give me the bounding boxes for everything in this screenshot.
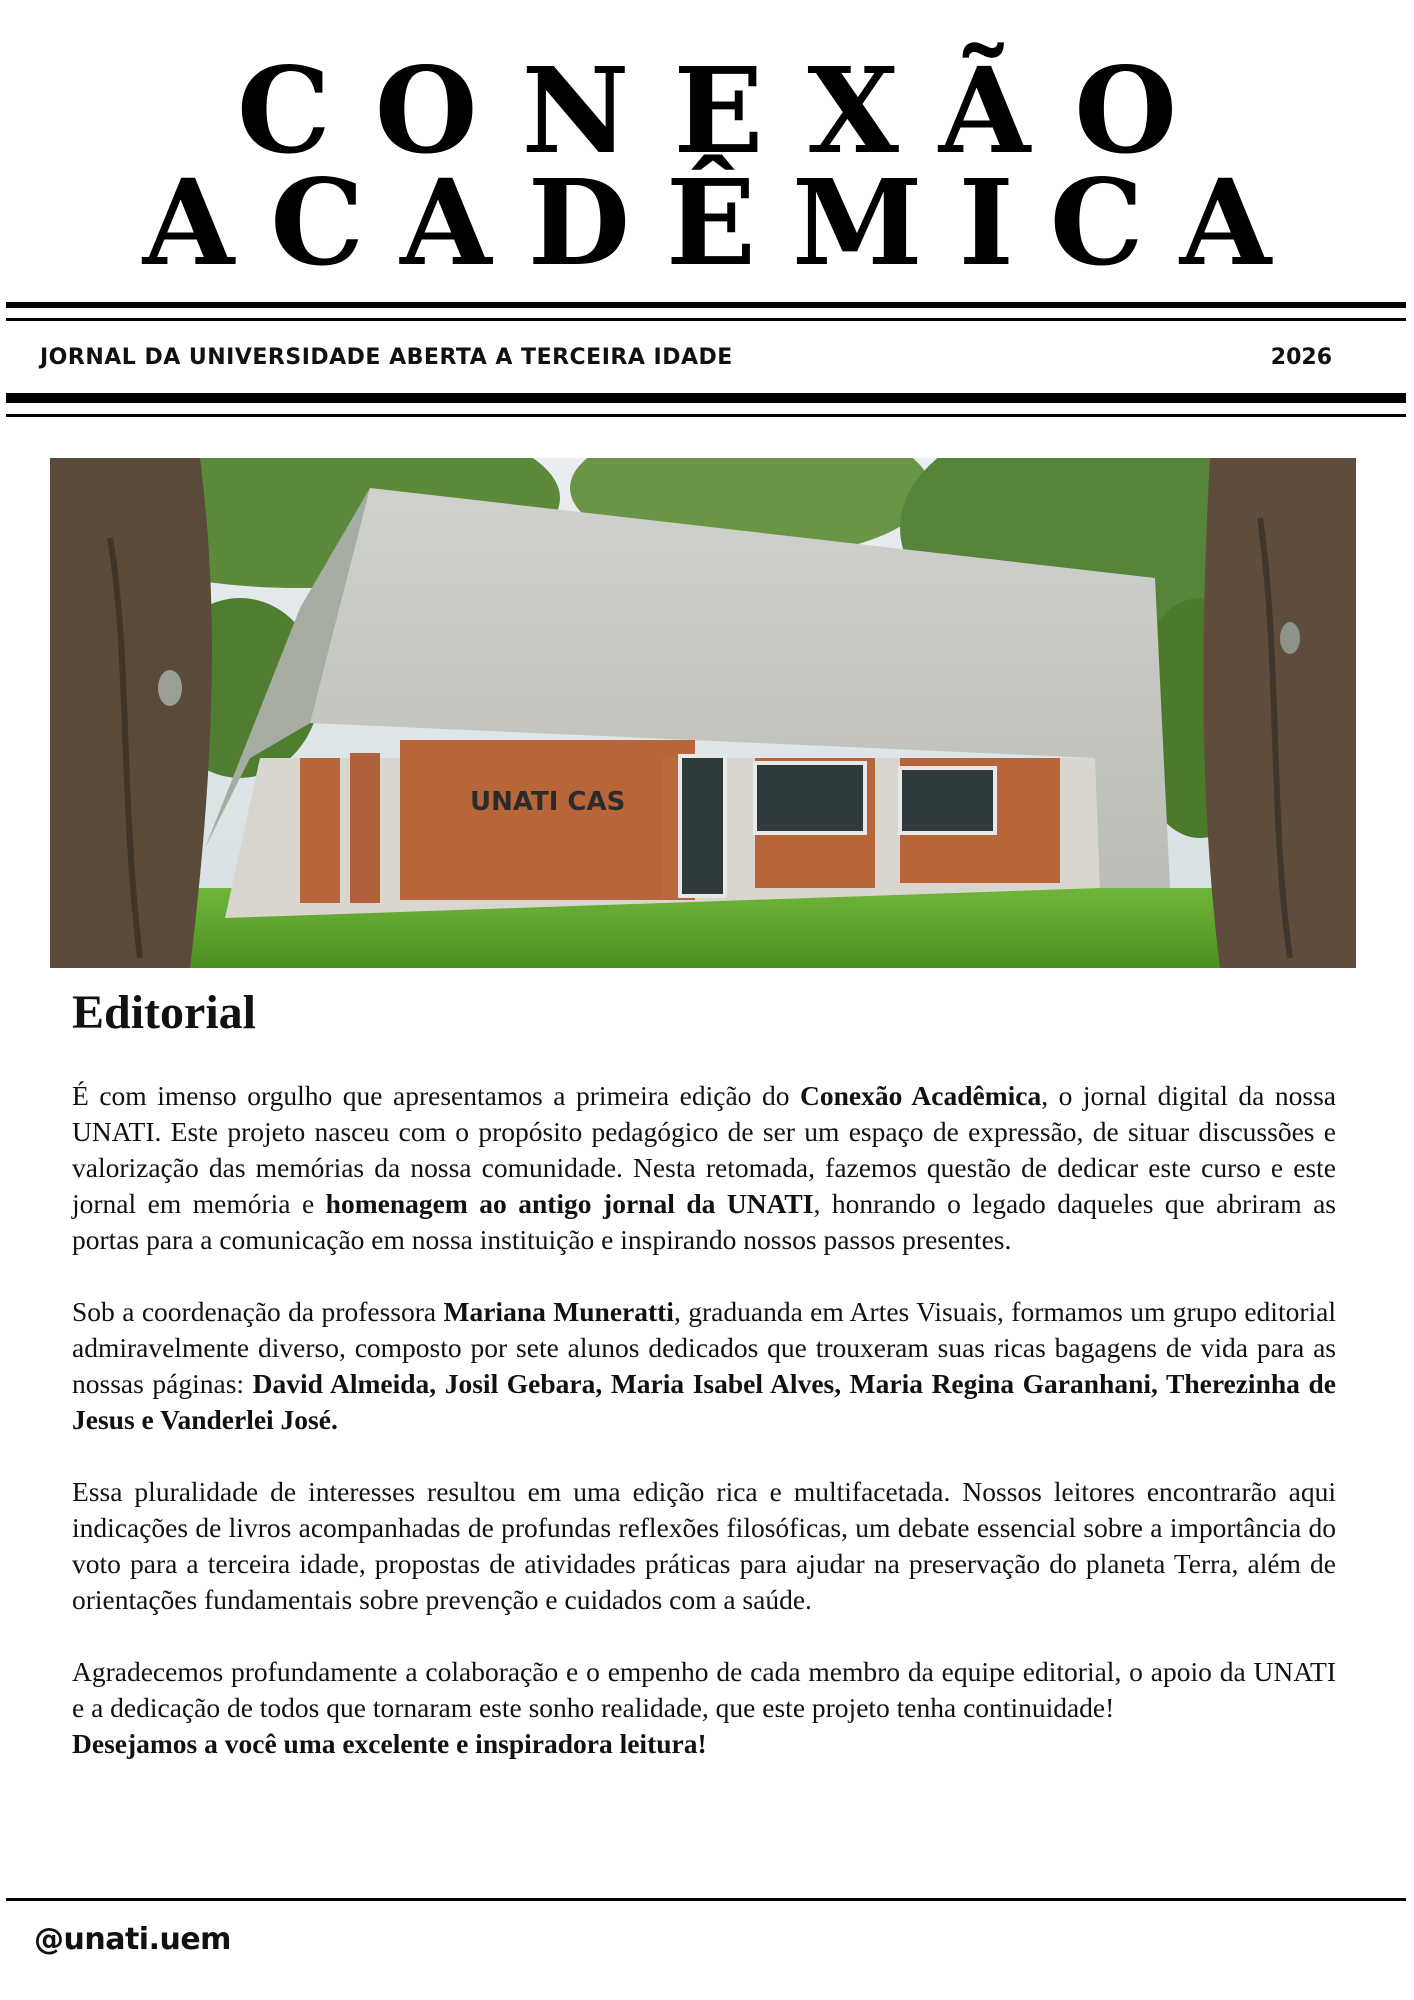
edition-year: 2026: [1270, 345, 1332, 370]
editorial-paragraph: Agradecemos profundamente a colaboração e o empenho de cada membro da equipe editorial, o apoio da UNATI e a dedicação de todos que tornaram este sonho realidade, que este projeto tenha continuidade!: [72, 1656, 1336, 1723]
masthead-line-2: ACADÊMICA: [142, 153, 1308, 292]
subtitle-rule-thin: [6, 414, 1406, 417]
header-rule-thin: [6, 318, 1406, 321]
masthead-line-1: CONEXÃO: [236, 41, 1222, 180]
editorial-closing: Desejamos a você uma excelente e inspiradora leitura!: [72, 1728, 707, 1759]
editorial-paragraph: Essa pluralidade de interesses resultou em uma edição rica e multifacetada. Nossos leitores encontrarão aqui indicações de livros acompanhadas de profundas reflexões filosóficas, um debate essencial sobre a importância do voto para a terceira idade, propostas de atividades práticas para ajudar na preservação do planeta Terra, além de orientações fundamentais sobre prevenção e cuidados com a saúde.: [72, 1476, 1336, 1615]
building-sign: UNATI CAS: [470, 787, 626, 817]
editorial-body: [72, 1078, 1336, 1762]
editorial-heading: Editorial: [72, 986, 257, 1039]
header-rule-thick: [6, 302, 1406, 308]
footer-rule: [6, 1898, 1406, 1901]
editorial-paragraph: É com imenso orgulho que apresentamos a primeira edição do Conexão Acadêmica, o jornal digital da nossa UNATI. Este projeto nasceu com o propósito pedagógico de ser um espaço de expressão, de situar discussões e valorização das memórias da nossa comunidade. Nesta retomada, fazemos questão de dedicar este curso e este jornal em memória e homenagem ao antigo jornal da UNATI, honrando o legado daqueles que abriram as portas para a comunicação em nossa instituição e inspirando nossos passos presentes.: [72, 1080, 1337, 1255]
masthead-title: [0, 41, 1414, 292]
building-photo: [50, 458, 1356, 968]
newspaper-subtitle: JORNAL DA UNIVERSIDADE ABERTA A TERCEIRA IDADE: [40, 345, 733, 370]
subtitle-rule-thick: [6, 393, 1406, 403]
social-handle: @unati.uem: [34, 1922, 231, 1957]
editorial-paragraph: Sob a coordenação da professora Mariana Muneratti, graduanda em Artes Visuais, formamos um grupo editorial admiravelmente diverso, composto por sete alunos dedicados que trouxeram suas ricas bagagens de vida para as nossas páginas: David Almeida, Josil Gebara, Maria Isabel Alves, Maria Regina Garanhani, Therezinha de Jesus e Vanderlei José.: [72, 1296, 1336, 1435]
